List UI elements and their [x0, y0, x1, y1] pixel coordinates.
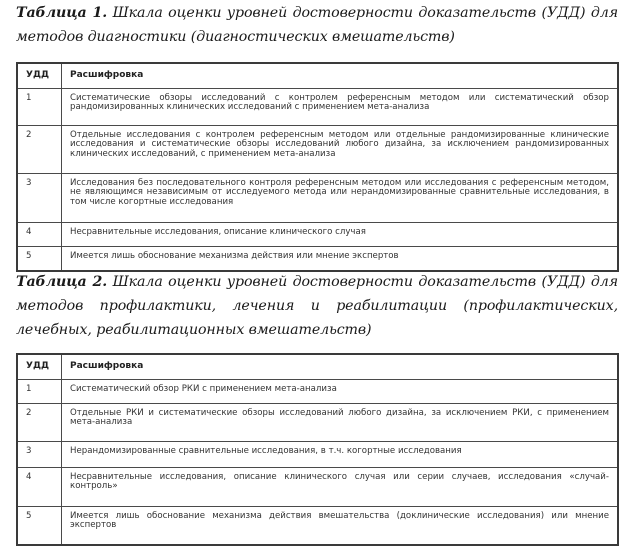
description-cell: Имеется лишь обоснование механизма действия или мнение экспертов: [62, 246, 619, 271]
table2: [16, 353, 619, 546]
table2-header-description: Расшифровка: [62, 354, 619, 379]
table-row: [17, 125, 618, 173]
table-row: [17, 88, 618, 125]
table1-header-row: [17, 63, 618, 88]
level-cell: 5: [17, 246, 62, 271]
description-cell: Систематический обзор РКИ с применением мета-анализа: [62, 379, 619, 403]
table2-caption-label: Таблица 2.: [16, 274, 108, 290]
table1-header-description: Расшифровка: [62, 63, 619, 88]
table1-caption-label: Таблица 1.: [16, 5, 108, 21]
table-row: [17, 379, 618, 403]
table-row: [17, 246, 618, 271]
table-row: [17, 467, 618, 506]
table-row: [17, 403, 618, 441]
table1-header-level: УДД: [17, 63, 62, 88]
description-cell: Отдельные исследования с контролем референсным методом или отдельные рандомизированные клинические исследования и систематические обзоры исследований любого дизайна, за исключением рандомизированных клинических исследований, с применением мета-анализа: [62, 125, 619, 173]
table2-header-level: УДД: [17, 354, 62, 379]
level-cell: 4: [17, 222, 62, 246]
level-cell: 4: [17, 467, 62, 506]
table1-caption: [16, 1, 618, 49]
table2-header-row: [17, 354, 618, 379]
description-cell: Несравнительные исследования, описание клинического случая или серии случаев, исследования «случай-контроль»: [62, 467, 619, 506]
table1-caption-text: Шкала оценки уровней достоверности доказательств (УДД) для методов диагностики (диагностических вмешательств): [16, 5, 618, 45]
table-row: [17, 222, 618, 246]
level-cell: 2: [17, 403, 62, 441]
table-row: [17, 173, 618, 222]
level-cell: 2: [17, 125, 62, 173]
table-row: [17, 441, 618, 467]
table2-caption-text: Шкала оценки уровней достоверности доказательств (УДД) для методов профилактики, лечения и реабилитации (профилактических, лечебных, реабилитационных вмешательств): [16, 274, 618, 338]
level-cell: 3: [17, 173, 62, 222]
level-cell: 5: [17, 506, 62, 545]
table1: [16, 62, 619, 272]
description-cell: Систематические обзоры исследований с контролем референсным методом или систематический обзор рандомизированных клинических исследований с применением мета-анализа: [62, 88, 619, 125]
description-cell: Несравнительные исследования, описание клинического случая: [62, 222, 619, 246]
description-cell: Исследования без последовательного контроля референсным методом или исследования с референсным методом, не являющимся независимым от исследуемого метода или нерандомизированные сравнительные исследования, в том числе когортные исследования: [62, 173, 619, 222]
description-cell: Отдельные РКИ и систематические обзоры исследований любого дизайна, за исключением РКИ, с применением мета-анализа: [62, 403, 619, 441]
level-cell: 1: [17, 379, 62, 403]
level-cell: 1: [17, 88, 62, 125]
description-cell: Нерандомизированные сравнительные исследования, в т.ч. когортные исследования: [62, 441, 619, 467]
level-cell: 3: [17, 441, 62, 467]
description-cell: Имеется лишь обоснование механизма действия вмешательства (доклинические исследования) или мнение экспертов: [62, 506, 619, 545]
table2-caption: [16, 270, 618, 342]
table-row: [17, 506, 618, 545]
